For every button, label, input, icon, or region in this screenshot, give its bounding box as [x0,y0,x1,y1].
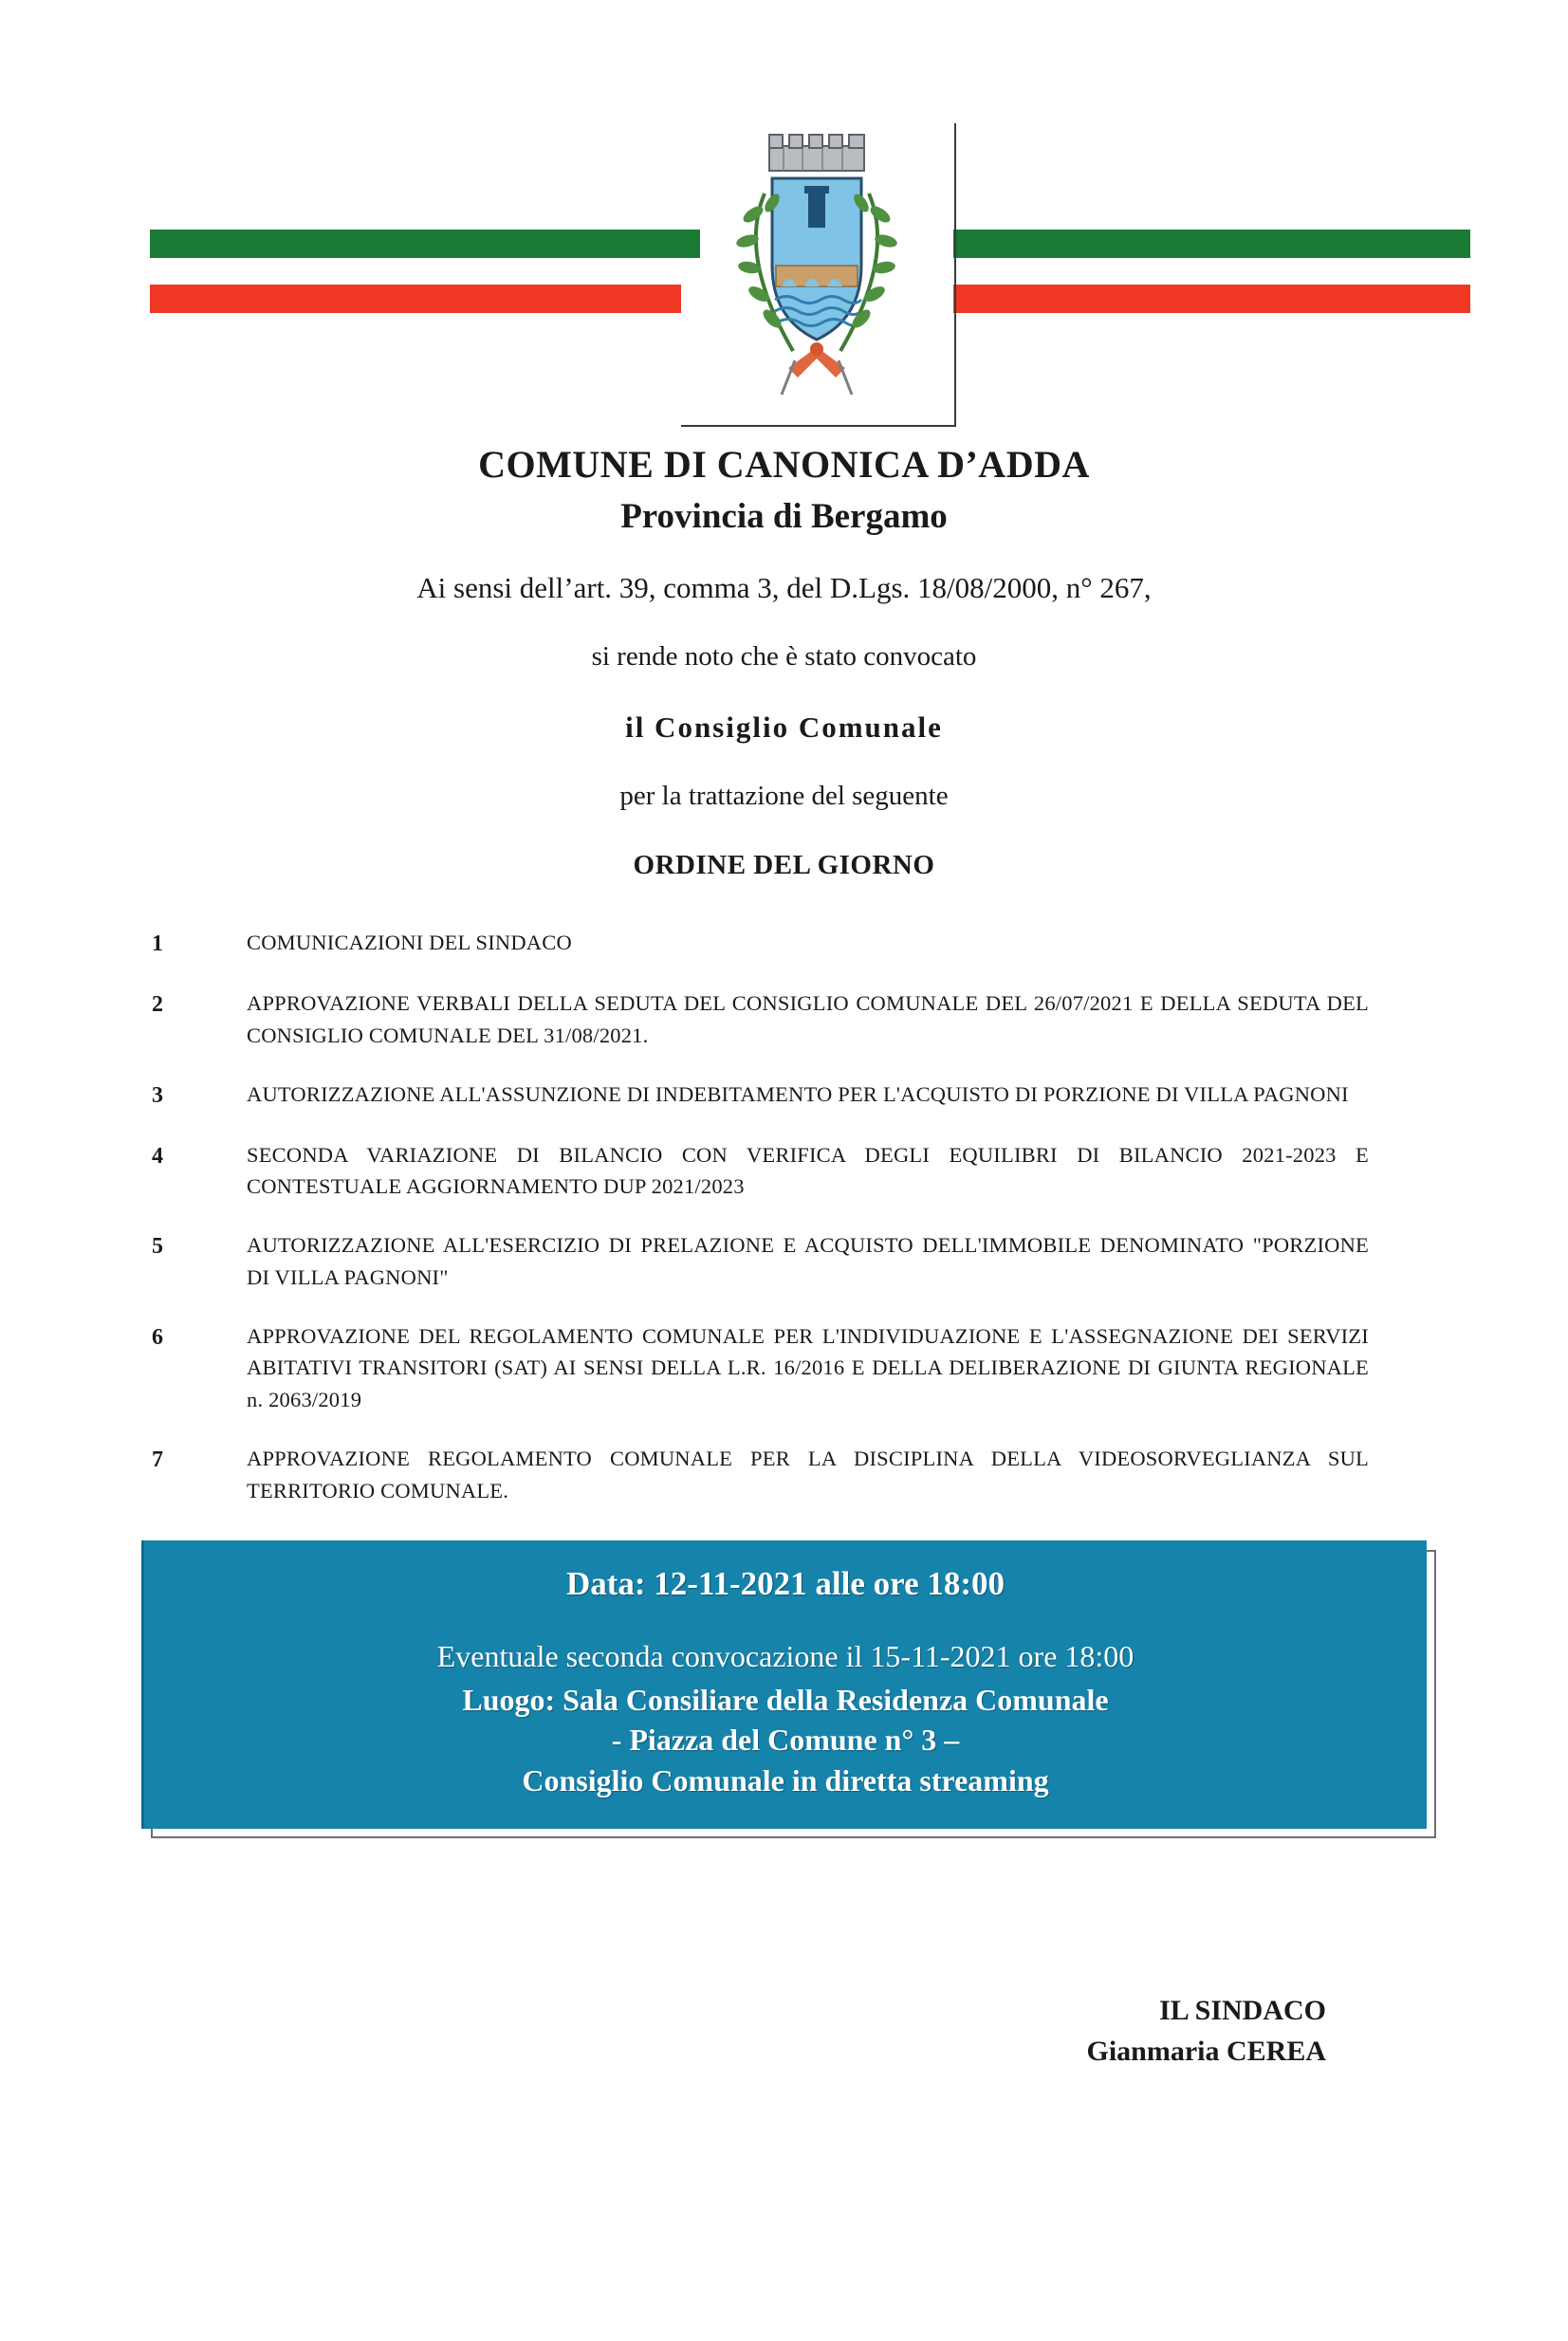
law-reference-line: Ai sensi dell’art. 39, comma 3, del D.Lgs. 18/08/2000, n° 267, [416,571,1152,604]
list-item [152,927,1369,961]
list-item [152,1229,1369,1294]
document-header [0,123,1568,436]
agenda-heading: ORDINE DEL GIORNO [633,850,935,880]
notice-line: si rende noto che è stato convocato [591,641,977,672]
council-line: il Consiglio Comunale [625,710,943,744]
page-title: COMUNE DI CANONICA D’ADDA [478,443,1090,486]
list-item [152,987,1369,1052]
agenda-item-text: APPROVAZIONE VERBALI DELLA SEDUTA DEL CONSIGLIO COMUNALE DEL 26/07/2021 E DELLA SEDUTA DEL CONSIGLIO COMUNALE DEL 31/08/2021. [247,991,1369,1047]
ribbon-left-green [150,230,700,258]
agenda-item-text: AUTORIZZAZIONE ALL'ESERCIZIO DI PRELAZIONE E ACQUISTO DELL'IMMOBILE DENOMINATO "PORZIONE DI VILLA PAGNONI" [247,1233,1369,1289]
agenda-item-number: 6 [152,1324,163,1350]
agenda-item-number: 2 [152,992,163,1017]
meeting-info-box [141,1540,1427,1829]
agenda-item-number: 1 [152,931,163,956]
signature-block [0,1990,1568,2073]
agenda-item-number: 5 [152,1234,163,1259]
page-subtitle: Provincia di Bergamo [620,497,948,536]
meeting-place-line1: Luogo: Sala Consiliare della Residenza Comunale [462,1683,1109,1718]
agenda-list [0,927,1568,1506]
ribbon-right-red [953,285,1470,313]
signature-role: IL SINDACO [1159,1994,1326,2026]
agenda-item-number: 4 [152,1143,163,1169]
signature-name: Gianmaria CEREA [1086,2036,1326,2068]
second-call-line: Eventuale seconda convocazione il 15-11-2021 ore 18:00 [436,1639,1134,1674]
treatment-line: per la trattazione del seguente [619,781,949,811]
agenda-item-text: AUTORIZZAZIONE ALL'ASSUNZIONE DI INDEBITAMENTO PER L'ACQUISTO DI PORZIONE DI VILLA PAGNONI [247,1081,1349,1106]
list-item [152,1078,1369,1113]
meeting-date: Data: 12-11-2021 alle ore 18:00 [565,1565,1005,1603]
ribbon-right-green [953,230,1470,258]
coat-of-arms-icon [681,123,956,427]
agenda-item-number: 3 [152,1082,163,1108]
list-item [152,1139,1369,1204]
list-item [152,1320,1369,1416]
streaming-line: Consiglio Comunale in diretta streaming [522,1762,1049,1797]
agenda-item-text: COMUNICAZIONI DEL SINDACO [247,931,572,954]
meeting-place-line2: - Piazza del Comune n° 3 – [611,1723,960,1758]
agenda-item-text: SECONDA VARIAZIONE DI BILANCIO CON VERIFICA DEGLI EQUILIBRI DI BILANCIO 2021-2023 E CONTESTUALE AGGIORNAMENTO DUP 2021/2023 [247,1142,1369,1199]
agenda-item-number: 7 [152,1447,163,1472]
document-page [0,123,1568,2341]
agenda-item-text: APPROVAZIONE REGOLAMENTO COMUNALE PER LA DISCIPLINA DELLA VIDEOSORVEGLIANZA SUL TERRITORIO COMUNALE. [247,1446,1369,1502]
info-box-content [141,1540,1427,1829]
list-item [152,1443,1369,1507]
agenda-item-text: APPROVAZIONE DEL REGOLAMENTO COMUNALE PER L'INDIVIDUAZIONE E L'ASSEGNAZIONE DEI SERVIZI ABITATIVI TRANSITORI (SAT) AI SENSI DELLA L.R. 16/2016 E DELLA DELIBERAZIONE DI GIUNTA REGIONALE n. 2063/2019 [247,1323,1369,1411]
ribbon-left-red [150,285,681,313]
